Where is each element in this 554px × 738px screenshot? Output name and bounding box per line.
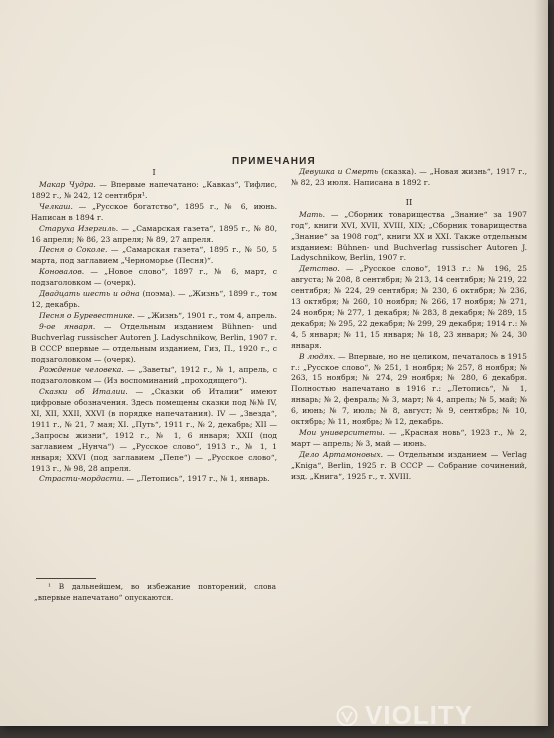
note-entry-title: Песня о Соколе. xyxy=(39,245,108,255)
note-entry xyxy=(31,267,277,289)
note-entry-title: Рождение человека. xyxy=(39,365,124,375)
right-entries xyxy=(291,210,527,483)
left-column xyxy=(31,167,277,485)
watermark xyxy=(336,700,473,726)
note-entry-title: Коновалов. xyxy=(39,267,85,277)
note-entry-text: — „Русское слово“, 1913 г.: № 196, 25 августа; № 208, 8 сентября; № 213, 14 сентября; № 219, 22 сентября; № 224, 29 сентября; № 230, 6 октября; № 236, 13 октября; № 260, 10 ноября; № 266, 17 ноября; № 271, 24 ноября; № 277, 1 декабря; № 283, 8 декабря; № 289, 15 декабря; № 295, 22 декабря; № 299, 29 декабря; 1914 г.: № 4, 5 января; № 11, 15 января; № 18, 23 января; № 24, 30 января. xyxy=(291,264,527,350)
note-entry xyxy=(31,365,277,387)
note-entry-text: — „Летопись“, 1917 г., № 1, январь. xyxy=(124,474,270,484)
note-entry-text: — „Самарская газета“, 1895 г., № 50, 5 марта, под заглавием „Черноморье (Песня)“. xyxy=(31,245,277,266)
note-entry-text: — „Самарская газета“, 1895 г., № 80, 16 апреля; № 86, 23 апреля; № 89, 27 апреля. xyxy=(31,223,277,244)
note-entry xyxy=(291,450,527,483)
footnote-divider xyxy=(36,578,96,579)
watermark-text: VIOLITY xyxy=(365,700,474,726)
note-entry-text: — „Заветы“, 1912 г., № 1, апрель, с подзаголовком — (Из воспоминаний „проходящего“). xyxy=(31,365,277,386)
note-entry-title: Девушка и Смерть xyxy=(299,167,379,176)
section-number: I xyxy=(152,168,156,178)
note-entry xyxy=(31,311,277,322)
note-entry-title: 9-ое января. xyxy=(39,321,96,331)
note-entry xyxy=(291,210,527,265)
note-entry-text: — Отдельным изданием Bühnen- und Buchverlag russischer Autoren J. Ladyschnikow, Berlin, 1907 г. В СССР впервые — отдельным изданием, Гиз, П., 1920 г., с подзаголовком — (очерк). xyxy=(31,321,277,364)
note-entry-title: Страсти-мордасти. xyxy=(39,474,125,484)
note-entry xyxy=(31,474,277,485)
left-entries xyxy=(31,180,277,485)
note-entry-title: В людях. xyxy=(299,351,336,361)
note-entry-title: Челкаш. xyxy=(39,201,73,211)
note-entry-title: Дело Артамоновых. xyxy=(299,449,384,459)
note-entry xyxy=(31,387,277,474)
note-entry-text: — „Жизнь“, 1901 г., том 4, апрель. xyxy=(134,310,277,320)
note-entry xyxy=(291,352,527,428)
page-edge-shadow xyxy=(534,0,548,726)
note-entry-text: (сказка). — „Новая жизнь“, 1917 г., № 82, 23 июля. Написана в 1892 г. xyxy=(291,167,528,187)
note-entry xyxy=(31,180,277,202)
note-entry-title: Мои университеты. xyxy=(299,427,385,437)
note-entry xyxy=(31,245,277,267)
note-entry-text: — Впервые напечатано: „Кавказ“, Тифлис, 1892 г., № 242, 12 сентября¹. xyxy=(31,180,278,200)
note-entry xyxy=(31,289,277,311)
note-entry xyxy=(31,224,277,246)
note-entry-title: Сказки об Италии. xyxy=(39,387,128,397)
note-entry-text: — „Сказки об Италии“ имеют цифровые обозначения. Здесь помещены сказки под №№ IV, XI, XII, XXII, XXVI (в порядке напечатания). IV — „Звезда“, 1911 г., № 21, 7 мая; XI. „Путь“, 1911 г., № 2, декабрь; XII — „Запросы жизни“, 1912 г., № 1, 6 января; XXII (под заглавием „Нунча“) — „Русское слово“, 1913 г., № 1, 1 января; XXVI (под заглавием „Пепе“) — „Русское слово“, 1913 г., № 98, 28 апреля. xyxy=(31,387,277,473)
note-entry xyxy=(291,167,527,189)
right-column xyxy=(291,167,527,482)
note-entry-text: — „Сборник товарищества „Знание“ за 1907 год“, книги XVI, XVII, XVIII, XIX; „Сборник товарищества „Знание“ за 1908 год“, книги XX и XXI. Также отдельным изданием: Bühnen- und Buchverlag russischer Autoren J. Ladyschnikow, Berlin, 1907 г. xyxy=(291,209,527,263)
note-entry xyxy=(31,322,277,366)
footnote: ¹ В дальнейшем, во избежание повторений, слова „впервые напечатано“ опускаются. xyxy=(34,582,276,602)
note-entry-text: — Отдельным изданием — Verlag „Kniga“, Berlin, 1925 г. В СССР — Собрание сочинений, изд. „Книга“, 1925 г., т. XVIII. xyxy=(291,449,527,481)
note-entry-text: — Впервые, но не целиком, печаталось в 1915 г.: „Русское слово“, № 251, 1 ноября; № 257, 8 ноября; № 263, 15 ноября; № 274, 29 ноября; № 280, 6 декабря. Полностью напечатано в 1916 г.: „Летопись“, № 1, январь; № 2, февраль; № 3, март; № 4, апрель; № 5, май; № 6, июнь; № 7, июль; № 8, август; № 9, сентябрь; № 10, октябрь; № 11, ноябрь; № 12, декабрь. xyxy=(291,351,527,427)
note-entry xyxy=(31,202,277,224)
note-entry-text: (поэма). — „Жизнь“, 1899 г., том 12, декабрь. xyxy=(31,289,277,309)
note-entry-text: — „Новое слово“, 1897 г., № 6, март, с подзаголовком — (очерк). xyxy=(31,267,277,288)
note-entry xyxy=(291,428,527,450)
note-entry-text: — „Русское богатство“, 1895 г., № 6, июнь. Написан в 1894 г. xyxy=(31,201,277,222)
note-entry xyxy=(291,264,527,351)
section-number: II xyxy=(405,197,413,208)
note-entry-text: — „Красная новь“, 1923 г., № 2, март — апрель; № 3, май — июнь. xyxy=(291,427,527,448)
note-entry-title: Песня о Буревестнике. xyxy=(39,310,135,320)
page-title: ПРИМЕЧАНИЯ xyxy=(232,156,316,167)
note-entry-title: Детство. xyxy=(299,264,340,274)
note-entry-title: Двадцать шесть и одна xyxy=(39,289,140,299)
note-entry-title: Макар Чудра. xyxy=(39,180,96,189)
note-entry-title: Старуха Изергиль. xyxy=(39,223,119,233)
watermark-logo-icon xyxy=(336,705,358,727)
right-top-entries xyxy=(291,167,527,189)
note-entry-title: Мать. xyxy=(299,209,326,219)
